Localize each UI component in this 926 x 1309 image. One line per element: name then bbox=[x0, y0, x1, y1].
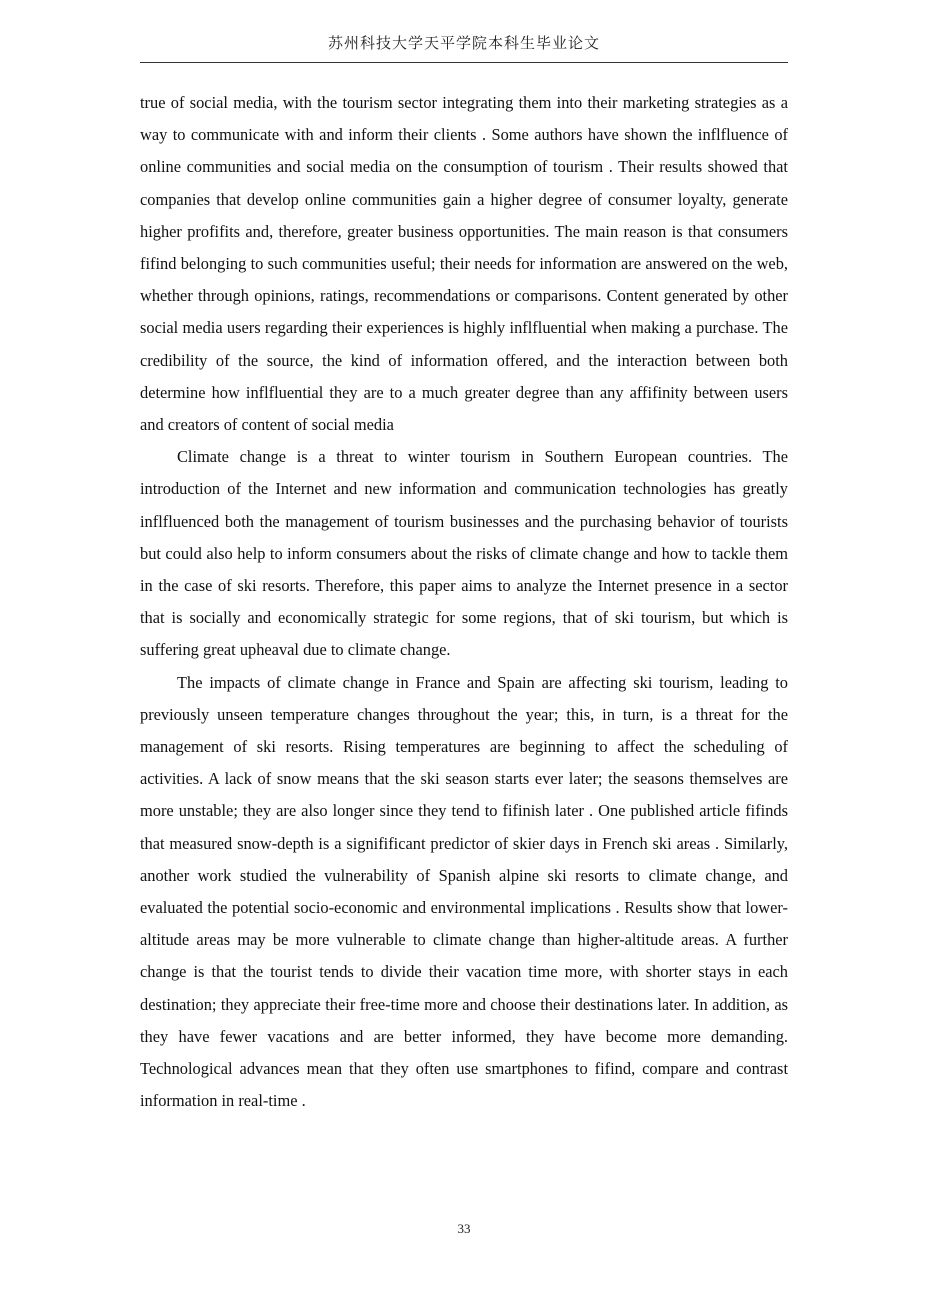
paragraph-climate-impacts: The impacts of climate change in France and Spain are affecting ski tourism, leading to previously unseen temperature changes throughout the year; this, in turn, is a threat for the management of ski resorts. Rising temperatures are beginning to affect the scheduling of activities. A lack of snow means that the ski season starts ever later; the seasons themselves are more unstable; they are also longer since they tend to fifinish later . One published article fifinds that measured snow-depth is a signifificant predictor of skier days in French ski areas . Similarly, another work studied the vulnerability of Spanish alpine ski resorts to climate change, and evaluated the potential socio-economic and environmental implications . Results show that lower-altitude areas may be more vulnerable to climate change than higher-altitude areas. A further change is that the tourist tends to divide their vacation time more, with shorter stays in each destination; they appreciate their free-time more and choose their destinations later. In addition, as they have fewer vacations and are better informed, they have become more demanding. Technological advances mean that they often use smartphones to fifind, compare and contrast information in real-time . bbox=[140, 672, 788, 1111]
body-text bbox=[140, 87, 788, 1118]
paragraph-climate-threat: Climate change is a threat to winter tourism in Southern European countries. The introduction of the Internet and new information and communication technologies has greatly inflfluenced both the management of tourism businesses and the purchasing behavior of tourists but could also help to inform consumers about the risks of climate change and how to tackle them in the case of ski resorts. Therefore, this paper aims to analyze the Internet presence in a sector that is socially and economically strategic for some regions, that of ski tourism, but which is suffering great upheaval due to climate change. bbox=[140, 447, 788, 660]
page-header-title: 苏州科技大学天平学院本科生毕业论文 bbox=[327, 36, 600, 52]
paragraph-social-media: true of social media, with the tourism sector integrating them into their marketing strategies as a way to communicate with and inform their clients . Some authors have shown the inflfluence of online communities and social media on the consumption of tourism . Their results showed that companies that develop online communities gain a higher degree of consumer loyalty, generate higher profifits and, therefore, greater business opportunities. The main reason is that consumers fifind belonging to such communities useful; their needs for information are answered on the web, whether through opinions, ratings, recommendations or comparisons. Content generated by other social media users regarding their experiences is highly inflfluential when making a purchase. The credibility of the source, the kind of information offered, and the interaction between both determine how inflfluential they are to a much greater degree than any affifinity between users and creators of content of social media bbox=[140, 93, 788, 435]
page-number: 33 bbox=[457, 1221, 471, 1236]
header-divider bbox=[140, 62, 788, 63]
